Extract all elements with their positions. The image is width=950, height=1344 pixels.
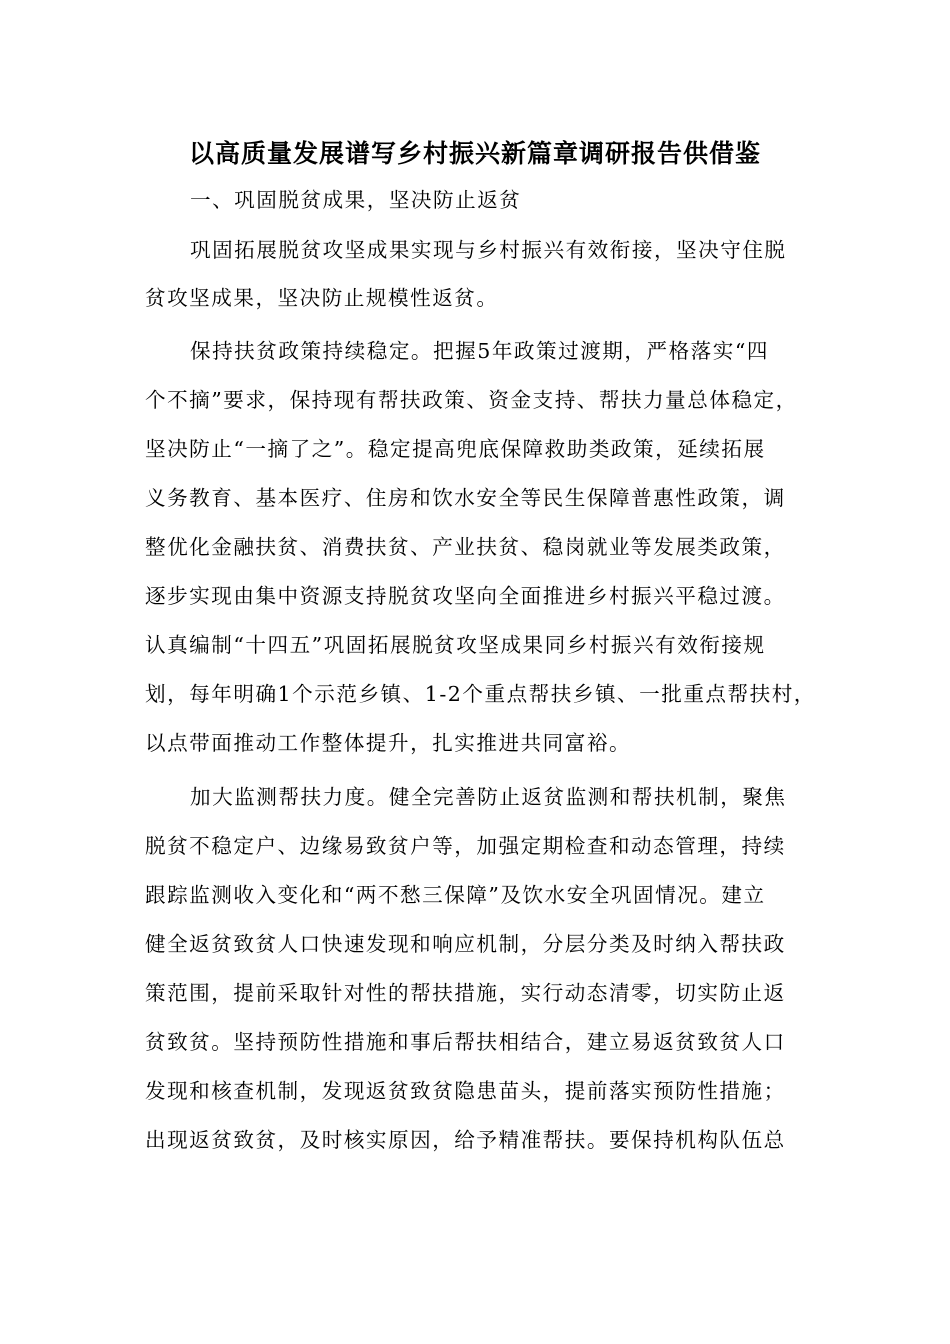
paragraph-line: 义务教育、基本医疗、住房和饮水安全等民生保障普惠性政策，调 (145, 486, 786, 510)
paragraph-line: 贫致贫。坚持预防性措施和事后帮扶相结合，建立易返贫致贫人口 (145, 1030, 786, 1054)
paragraph-line: 跟踪监测收入变化和“两不愁三保障”及饮水安全巩固情况。建立 (145, 883, 766, 907)
paragraph-line: 脱贫不稳定户、边缘易致贫户等，加强定期检查和动态管理，持续 (145, 834, 786, 858)
paragraph-line: 整优化金融扶贫、消费扶贫、产业扶贫、稳岗就业等发展类政策， (145, 535, 786, 559)
paragraph-line: 认真编制“十四五”巩固拓展脱贫攻坚成果同乡村振兴有效衔接规 (145, 633, 766, 657)
paragraph-line: 加大监测帮扶力度。健全完善防止返贫监测和帮扶机制，聚焦 (190, 785, 787, 809)
paragraph-line: 逐步实现由集中资源支持脱贫攻坚向全面推进乡村振兴平稳过渡。 (145, 584, 786, 608)
paragraph-line: 贫攻坚成果，坚决防止规模性返贫。 (145, 286, 499, 310)
paragraph-line: 坚决防止“一摘了之”。稳定提高兜底保障救助类政策，延续拓展 (145, 437, 766, 461)
paragraph-line: 出现返贫致贫，及时核实原因，给予精准帮扶。要保持机构队伍总 (145, 1128, 786, 1152)
paragraph-line: 巩固拓展脱贫攻坚成果实现与乡村振兴有效衔接，坚决守住脱 (190, 238, 787, 262)
paragraph-line: 健全返贫致贫人口快速发现和响应机制，分层分类及时纳入帮扶政 (145, 932, 786, 956)
paragraph-line: 发现和核查机制，发现返贫致贫隐患苗头，提前落实预防性措施； (145, 1079, 786, 1103)
section-heading: 一、巩固脱贫成果，坚决防止返贫 (190, 188, 522, 212)
paragraph-line: 划，每年明确1个示范乡镇、1-2个重点帮扶乡镇、一批重点帮扶村， (145, 682, 816, 706)
paragraph-line: 以点带面推动工作整体提升，扎实推进共同富裕。 (145, 731, 632, 755)
paragraph-line: 策范围，提前采取针对性的帮扶措施，实行动态清零，切实防止返 (145, 981, 786, 1005)
paragraph-line: 个不摘”要求，保持现有帮扶政策、资金支持、帮扶力量总体稳定， (145, 388, 798, 412)
document-title: 以高质量发展谱写乡村振兴新篇章调研报告供借鉴 (188, 139, 761, 168)
paragraph-line: 保持扶贫政策持续稳定。把握5年政策过渡期，严格落实“四 (190, 339, 769, 363)
